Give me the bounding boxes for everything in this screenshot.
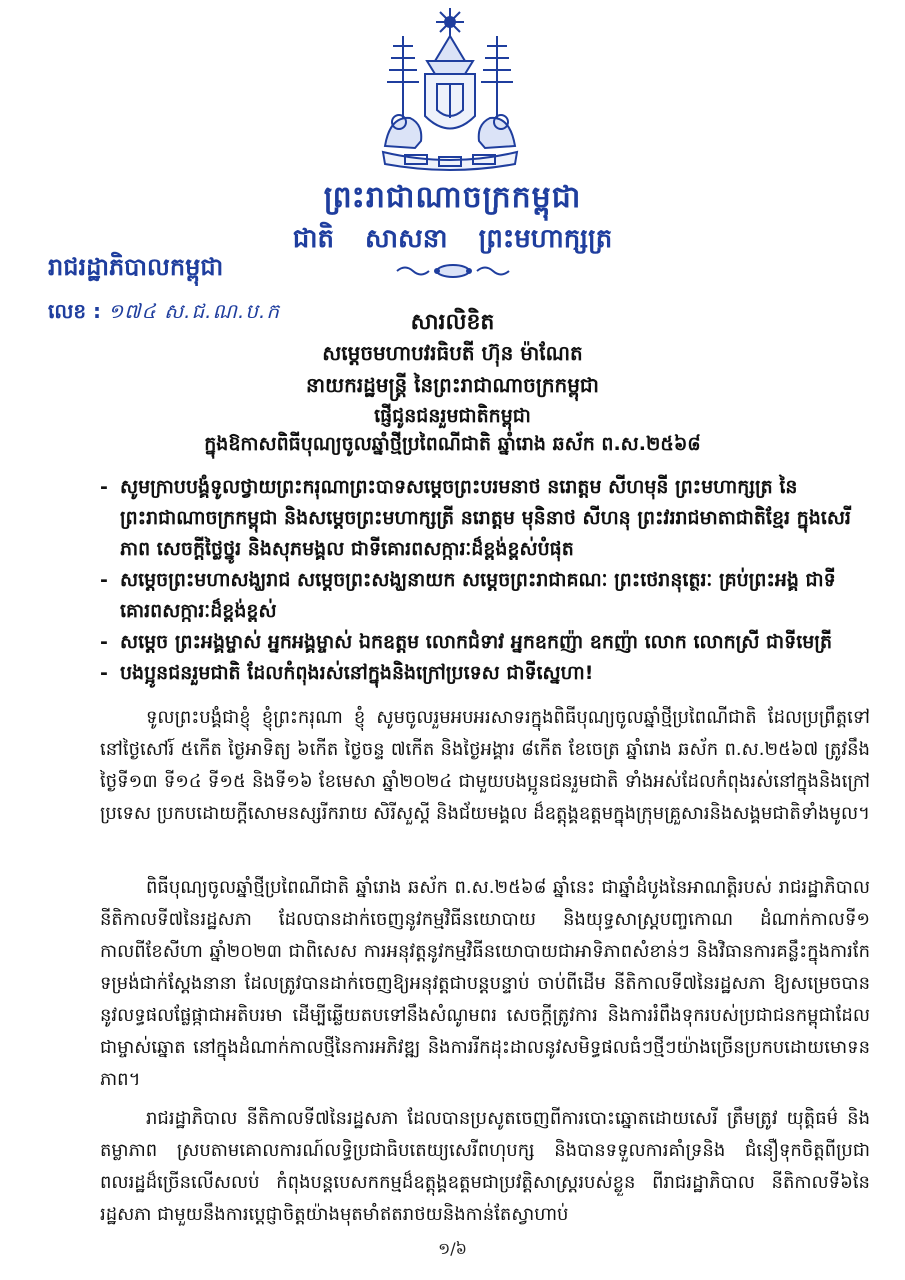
document-title: សារលិខិត bbox=[410, 310, 495, 335]
government-name: រាជរដ្ឋាភិបាលកម្ពុជា bbox=[48, 253, 224, 281]
salutation-list bbox=[100, 472, 870, 689]
decorative-divider-icon bbox=[393, 262, 513, 280]
body-paragraph: ទូលព្រះបង្គំជាខ្ញុំ ខ្ញុំព្រះករុណា ខ្ញុំ សូមចូលរួមអបអរសាទរក្នុងពិធីបុណ្យចូលឆ្នាំថ្មីប្រពៃណីជាតិ ដែលប្រព្រឹត្តទៅនៅថ្ងៃសៅរ៍ ៥កើត ថ្ងៃអាទិត្យ ៦កើត ថ្ងៃចន្ទ ៧កើត និងថ្ងៃអង្គារ ៨កើត ខែចេត្រ ឆ្នាំរោង ឆស័ក ព.ស.២៥៦៧ ត្រូវនឹងថ្ងៃទី១៣ ទី១៤ ទី១៥ និងទី១៦ ខែមេសា ឆ្នាំ២០២៤ ជាមួយបងប្អូនជនរួមជាតិ ទាំងអស់ដែលកំពុងរស់នៅក្នុងនិងក្រៅប្រទេស ប្រកបដោយក្តីសោមនស្សរីករាយ សិរីសួស្តី និងជ័យមង្គល ដ៏ឧត្តុង្គឧត្តមក្នុងក្រុមគ្រួសារនិងសង្គមជាតិទាំងមូល។ bbox=[100, 707, 870, 824]
page-number: ១/៦ bbox=[438, 1239, 467, 1258]
national-motto: ជាតិ សាសនា ព្រះមហាក្សត្រ bbox=[292, 224, 613, 254]
salutation-item: - សម្តេចព្រះមហាសង្ឃរាជ សម្តេចព្រះសង្ឃនាយក សម្តេចព្រះរាជាគណៈ ព្រះថេរានុត្ថេរៈ គ្រប់ព្រះអង្គ ជាទីគោរពសក្ការៈដ៏ខ្ពង់ខ្ពស់ bbox=[100, 565, 870, 627]
kingdom-name: ព្រះរាជាណាចក្រកម្ពុជា bbox=[323, 180, 582, 215]
reference-label: លេខ : bbox=[48, 299, 102, 323]
royal-coat-of-arms-icon bbox=[365, 6, 535, 174]
body-paragraph: រាជរដ្ឋាភិបាល នីតិកាលទី៧នៃរដ្ឋសភា ដែលបានប្រសូតចេញពីការបោះឆ្នោតដោយសេរី ត្រឹមត្រូវ យុត្តិធម៌ និងតម្លាភាព ស្របតាមគោលការណ៍លទ្ធិប្រជាធិបតេយ្យសេរីពហុបក្ស និងបានទទួលការគាំទ្រនិង ជំនឿទុកចិត្តពីប្រជាពលរដ្ឋដ៏ច្រើនលើសលប់ កំពុងបន្តបេសកកម្មដ៏ឧត្តុង្គឧត្តមជាប្រវត្តិសាស្ត្ររបស់ខ្លួន ពីរាជរដ្ឋាភិបាល នីតិកាលទី៦នៃរដ្ឋសភា ជាមួយនឹងការប្តេជ្ញាចិត្តយ៉ាងមុតមាំឥតរាថយនិងកាន់តែស្វាហាប់ bbox=[100, 1108, 870, 1225]
salutation-item: - សម្តេច ព្រះអង្គម្ចាស់ អ្នកអង្គម្ចាស់ ឯកឧត្តម លោកជំទាវ អ្នកឧកញ៉ា ឧកញ៉ា លោក លោកស្រី ជាទីមេត្រី bbox=[100, 627, 870, 658]
sender-position: នាយករដ្ឋមន្ត្រី នៃព្រះរាជាណាចក្រកម្ពុជា bbox=[306, 373, 599, 397]
body-paragraph: ពិធីបុណ្យចូលឆ្នាំថ្មីប្រពៃណីជាតិ ឆ្នាំរោង ឆស័ក ព.ស.២៥៦៨ ឆ្នាំនេះ ជាឆ្នាំដំបូងនៃអាណត្តិរបស់ រាជរដ្ឋាភិបាល នីតិកាលទី៧នៃរដ្ឋសភា ដែលបានដាក់ចេញនូវកម្មវិធីនយោបាយ និងយុទ្ធសាស្ត្របញ្ចកោណ ដំណាក់កាលទី១ កាលពីខែសីហា ឆ្នាំ២០២៣ ជាពិសេស ការអនុវត្តនូវកម្មវិធីនយោបាយជាអាទិភាពសំខាន់ៗ និងវិធានការគន្លឹះក្នុងការកែទម្រង់ជាក់ស្តែងនានា ដែលត្រូវបានដាក់ចេញឱ្យអនុវត្តជាបន្តបន្ទាប់ ចាប់ពីដើម នីតិកាលទី៧នៃរដ្ឋសភា ឱ្យសម្រេចបាននូវលទ្ធផលផ្លែផ្កាជាអតិបរមា ដើម្បីឆ្លើយតបទៅនឹងសំណូមពរ សេចក្តីត្រូវការ និងការរំពឹងទុករបស់ប្រជាជនកម្ពុជាដែលជាម្ចាស់ឆ្នោត នៅក្នុងដំណាក់កាលថ្មីនៃការអភិវឌ្ឍ និងការរីកដុះដាលនូវសមិទ្ធផលធំៗថ្មីៗយ៉ាងច្រើនប្រកបដោយមោទនភាព។ bbox=[100, 877, 870, 1090]
sender-name: សម្តេចមហាបវរធិបតី ហ៊ុន ម៉ាណែត bbox=[322, 341, 583, 365]
salutation-item: - បងប្អូនជនរួមជាតិ ដែលកំពុងរស់នៅក្នុងនិងក្រៅប្រទេស ជាទីស្នេហា! bbox=[100, 658, 870, 689]
recipient-line: ផ្ញើជូនជនរួមជាតិកម្ពុជា bbox=[374, 405, 531, 427]
reference-value: ១៧៤ ស.ជ.ណ.ប.ក bbox=[108, 299, 281, 323]
salutation-item: - សូមក្រាបបង្គំទូលថ្វាយព្រះករុណាព្រះបាទសម្តេចព្រះបរមនាថ នរោត្តម សីហមុនី ព្រះមហាក្សត្រ នៃព្រះរាជាណាចក្រកម្ពុជា និងសម្តេចព្រះមហាក្សត្រី នរោត្តម មុនិនាថ សីហនុ ព្រះវររាជមាតាជាតិខ្មែរ ក្នុងសេរីភាព សេចក្តីថ្លៃថ្នូរ និងសុភមង្គល ជាទីគោរពសក្ការៈដ៏ខ្ពង់ខ្ពស់បំផុត bbox=[100, 472, 870, 565]
occasion-line: ក្នុងឱកាសពិធីបុណ្យចូលឆ្នាំថ្មីប្រពៃណីជាតិ ឆ្នាំរោង ឆស័ក ព.ស.២៥៦៨ bbox=[204, 433, 701, 455]
